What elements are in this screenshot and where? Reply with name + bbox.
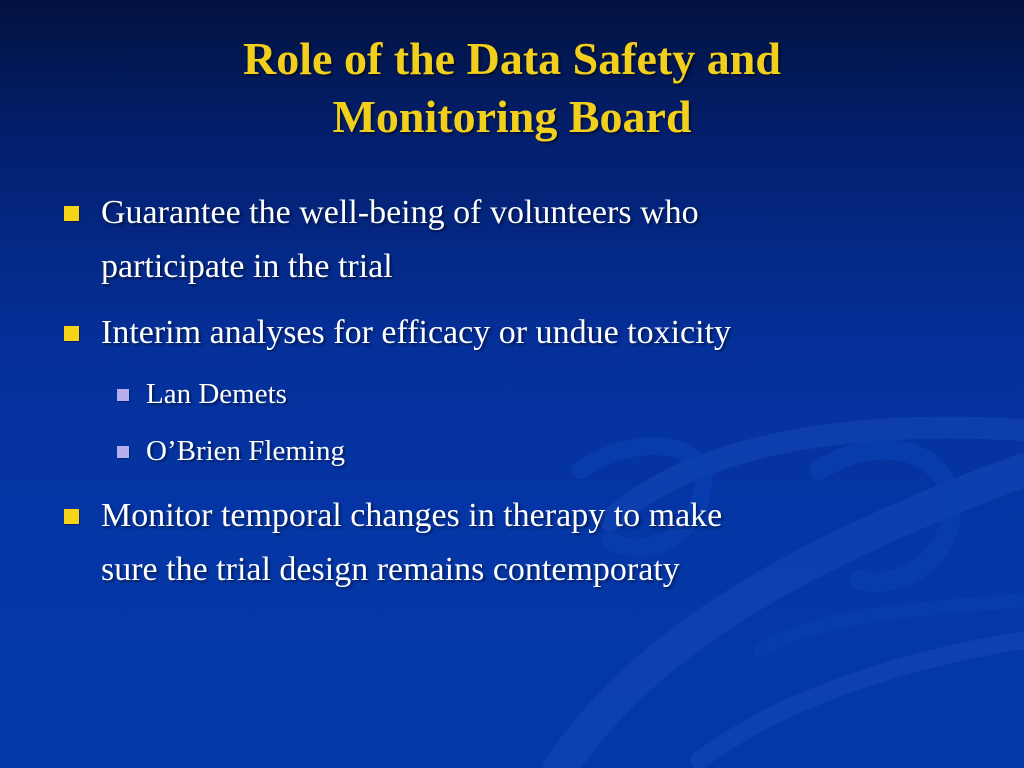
square-bullet-icon: [64, 326, 79, 341]
bullet-text-line: Monitor temporal changes in therapy to make: [101, 497, 723, 534]
bullet-text-line: participate in the trial: [101, 248, 393, 285]
sub-bullet-item-lan-demets: [146, 374, 966, 414]
slide-title-line-1: Role of the Data Safety and: [243, 33, 781, 84]
sub-bullet-text: O’Brien Fleming: [146, 435, 345, 467]
bullet-text-line: sure the trial design remains contemporaty: [101, 551, 680, 588]
square-sub-bullet-icon: [117, 389, 129, 401]
square-sub-bullet-icon: [117, 446, 129, 458]
bullet-item-monitor-temporal-changes: [101, 489, 981, 597]
sub-bullet-item-obrien-fleming: [146, 431, 966, 471]
slide-title: [0, 30, 1024, 146]
square-bullet-icon: [64, 509, 79, 524]
slide-title-line-2: Monitoring Board: [332, 91, 692, 142]
bullet-text-line: Interim analyses for efficacy or undue toxicity: [101, 314, 732, 351]
sub-bullet-text: Lan Demets: [146, 378, 287, 410]
bullet-item-guarantee-wellbeing: [101, 186, 981, 294]
bullet-text-line: Guarantee the well-being of volunteers who: [101, 194, 699, 231]
square-bullet-icon: [64, 206, 79, 221]
bullet-item-interim-analyses: [101, 306, 981, 360]
